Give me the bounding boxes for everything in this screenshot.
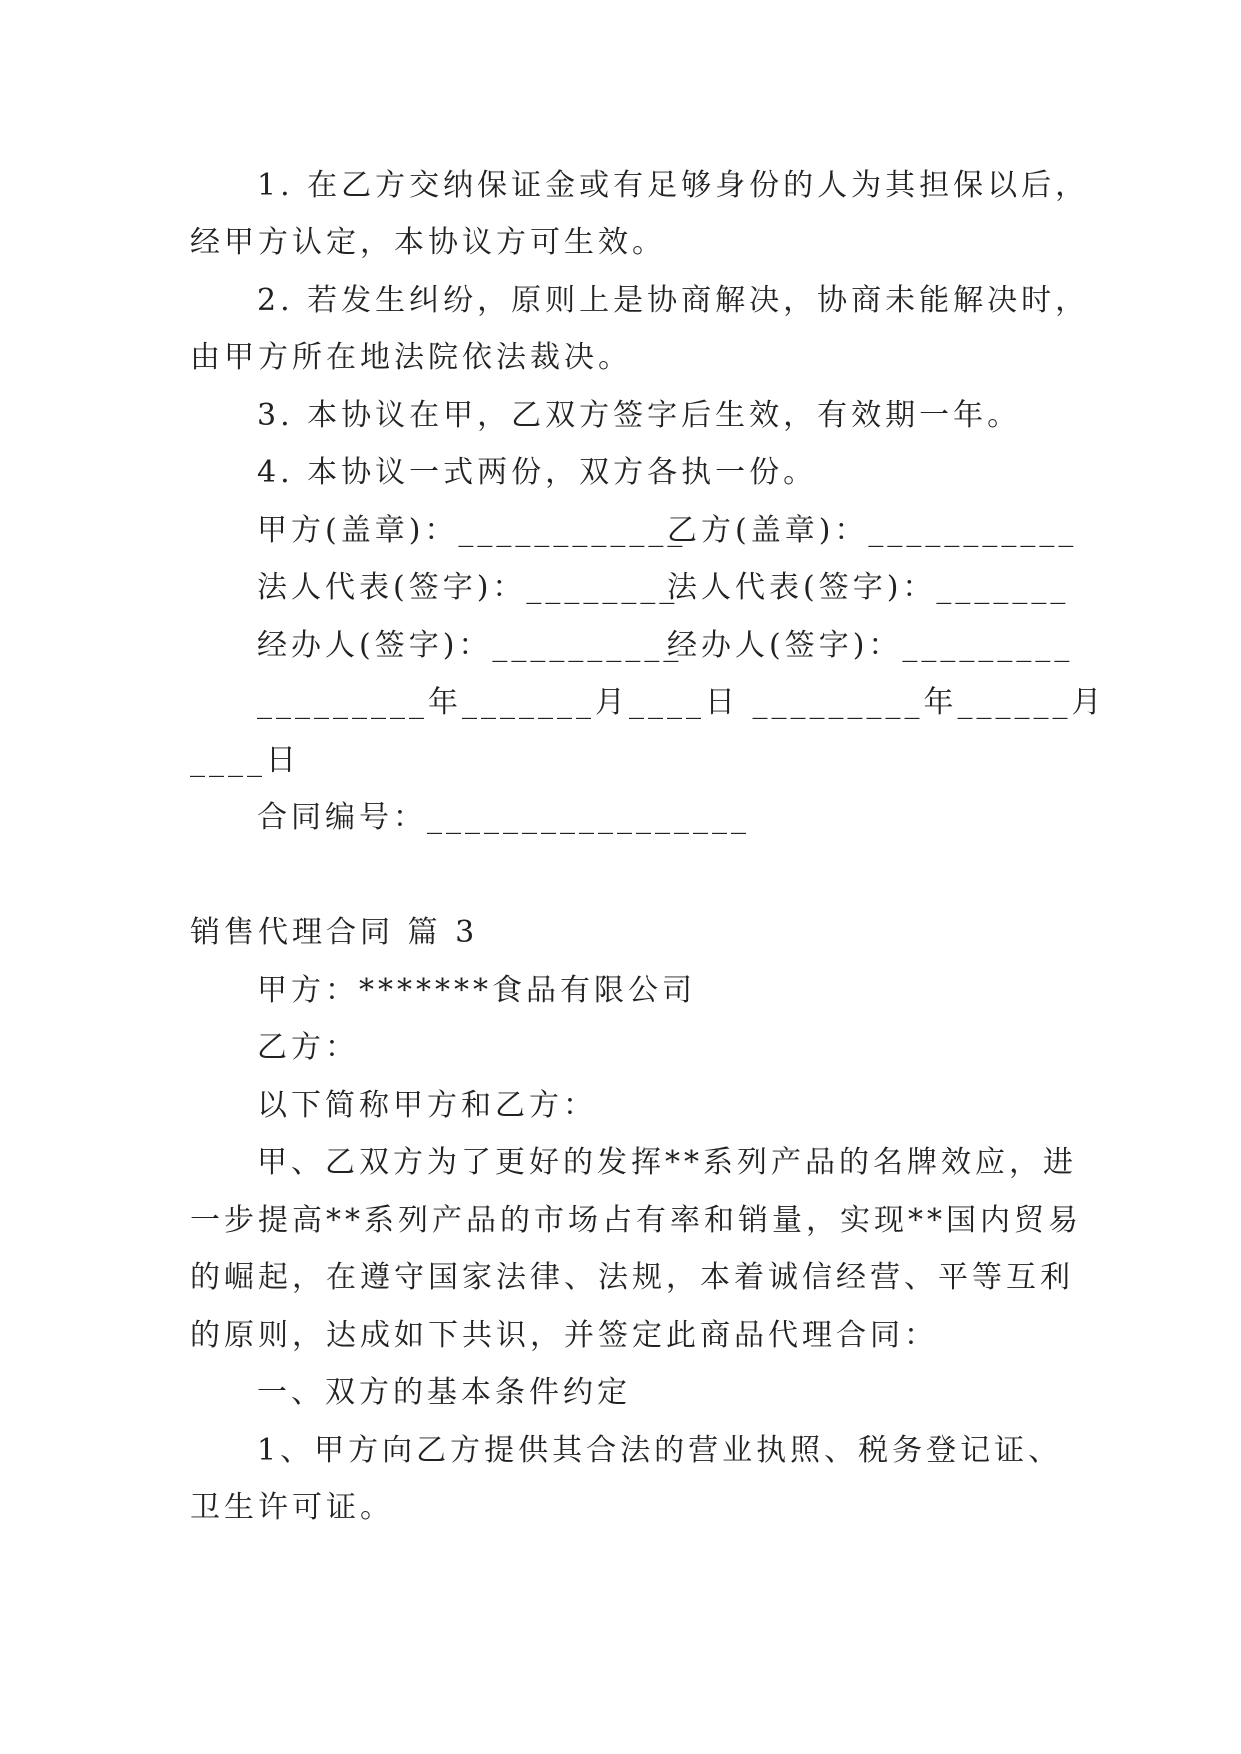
date-line-1: _________年_______月____日 _________年______月 bbox=[257, 685, 1106, 720]
section-title: 销售代理合同 篇 3 bbox=[190, 915, 479, 950]
abbreviation-note: 以下简称甲方和乙方： bbox=[257, 1088, 597, 1123]
party-a-agent-field: 经办人(签字)：__________ bbox=[257, 628, 683, 663]
clause-2-line-1: 2. 若发生纠纷，原则上是协商解决，协商未能解决时， bbox=[257, 283, 1090, 318]
clause-2-line-2: 由甲方所在地法院依法裁决。 bbox=[190, 340, 632, 375]
intro-line-1: 甲、乙双方为了更好的发挥**系列产品的名牌效应，进 bbox=[257, 1145, 1077, 1180]
date-line-2: ____日 bbox=[190, 743, 300, 778]
item-1-line-2: 卫生许可证。 bbox=[190, 1490, 394, 1525]
intro-line-3: 的崛起，在遵守国家法律、法规，本着诚信经营、平等互利 bbox=[190, 1260, 1074, 1295]
intro-line-2: 一步提高**系列产品的市场占有率和销量，实现**国内贸易 bbox=[190, 1203, 1082, 1238]
item-1-line-1: 1、甲方向乙方提供其合法的营业执照、税务登记证、 bbox=[257, 1433, 1063, 1468]
clause-3: 3. 本协议在甲，乙双方签字后生效，有效期一年。 bbox=[257, 398, 1022, 433]
intro-line-4: 的原则，达成如下共识，并签定此商品代理合同： bbox=[190, 1318, 938, 1353]
heading-basic-conditions: 一、双方的基本条件约定 bbox=[257, 1375, 631, 1410]
clause-4: 4. 本协议一式两份，双方各执一份。 bbox=[257, 455, 818, 490]
clause-1-line-1: 1. 在乙方交纳保证金或有足够身份的人为其担保以后， bbox=[257, 168, 1090, 203]
party-b-agent-field: 经办人(签字)：_________ bbox=[667, 628, 1074, 663]
party-b-seal-field: 乙方(盖章)：___________ bbox=[667, 513, 1078, 548]
party-b-name: 乙方： bbox=[257, 1030, 359, 1065]
party-a-rep-field: 法人代表(签字)：________ bbox=[257, 570, 679, 605]
party-a-name: 甲方：*******食品有限公司 bbox=[257, 973, 696, 1008]
party-a-seal-field: 甲方(盖章)：____________ bbox=[257, 513, 687, 548]
clause-1-line-2: 经甲方认定，本协议方可生效。 bbox=[190, 225, 666, 260]
contract-number-field: 合同编号：_________________ bbox=[257, 800, 750, 835]
party-b-rep-field: 法人代表(签字)：_______ bbox=[667, 570, 1070, 605]
